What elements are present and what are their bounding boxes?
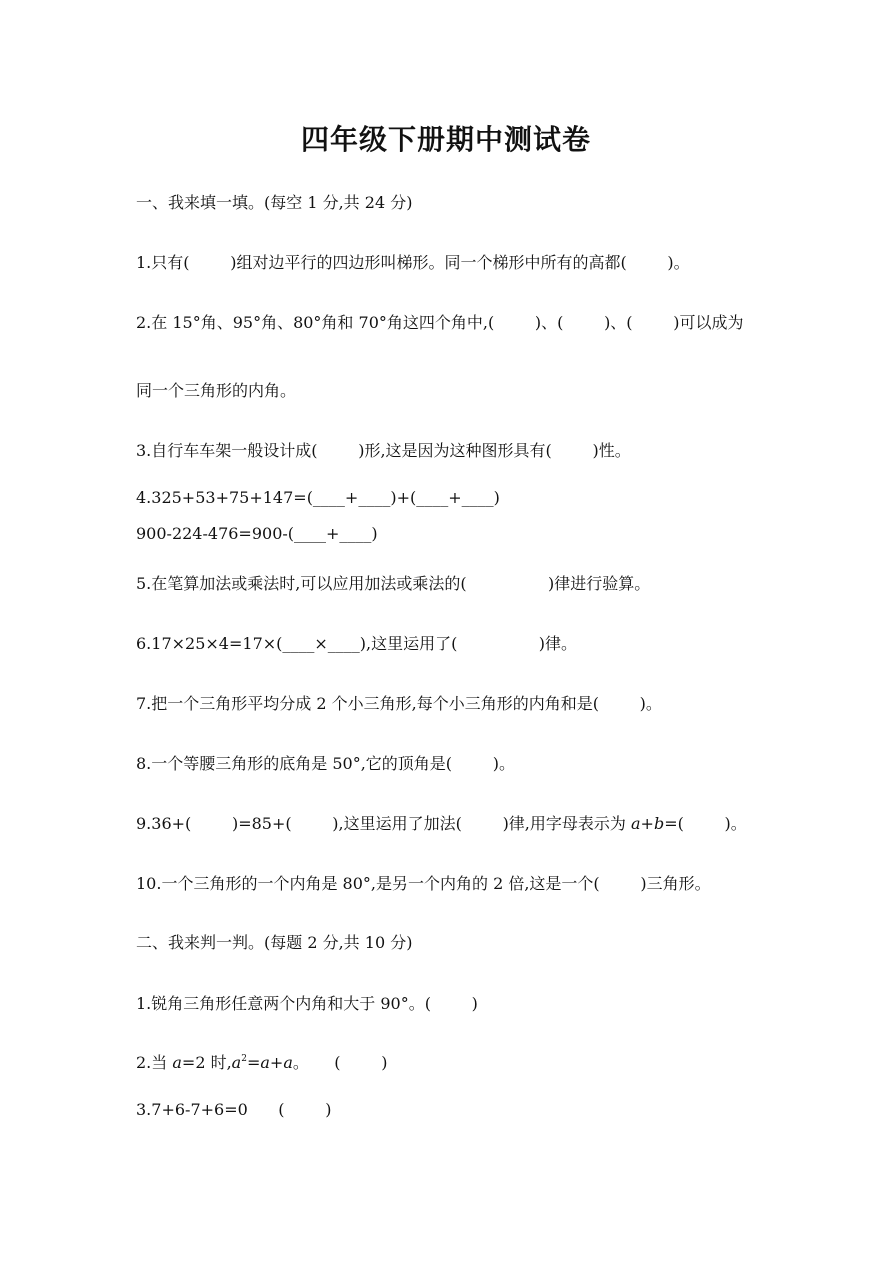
variable-a: a [172,1053,182,1072]
exponent: 2 [241,1054,247,1064]
question-1-2-line-1: 2.在 15°角、95°角、80°角和 70°角这四个角中,( )、( )、( )可以成为 [136,313,744,332]
plus-sign: + [269,1053,284,1072]
variable-a: a [283,1053,293,1072]
question-1-10: 10.一个三角形的一个内角是 80°,是另一个内角的 2 倍,这是一个( )三角形。 [136,874,711,893]
variable-a: a [231,1053,242,1072]
question-2-2-text: 2.当 [136,1053,173,1072]
plus-sign: + [640,814,654,833]
variable-a: a [260,1053,270,1072]
question-2-2-answer: 。 ( ) [292,1053,388,1072]
page-title: 四年级下册期中测试卷 [300,123,591,156]
question-1-2-line-2: 同一个三角形的内角。 [136,381,297,400]
question-1-7: 7.把一个三角形平均分成 2 个小三角形,每个小三角形的内角和是( )。 [136,694,662,713]
question-1-6: 6.17×25×4=17×(____×____),这里运用了( )律。 [136,634,577,653]
section-2-heading: 二、我来判一判。(每题 2 分,共 10 分) [136,933,413,952]
question-1-9-text: 9.36+( )=85+( ),这里运用了加法( )律,用字母表示为 [136,814,631,833]
question-1-4-line-2: 900-224-476=900-(____+____) [136,524,378,543]
variable-b: b [653,814,665,833]
question-2-2-text: =2 时, [181,1053,232,1072]
question-1-5: 5.在笔算加法或乘法时,可以应用加法或乘法的( )律进行验算。 [136,574,651,593]
question-2-2 [136,1053,387,1073]
question-1-9-answer: =( )。 [664,814,747,833]
equals-sign: = [246,1053,261,1072]
question-1-9 [136,814,747,834]
question-1-4-line-1: 4.325+53+75+147=(____+____)+(____+____) [136,488,500,507]
question-2-1: 1.锐角三角形任意两个内角和大于 90°。( ) [136,994,478,1013]
question-1-8: 8.一个等腰三角形的底角是 50°,它的顶角是( )。 [136,754,515,773]
variable-a: a [630,814,641,833]
question-1-3: 3.自行车车架一般设计成( )形,这是因为这种图形具有( )性。 [136,441,631,460]
question-1-1: 1.只有( )组对边平行的四边形叫梯形。同一个梯形中所有的高都( )。 [136,253,690,272]
section-1-heading: 一、我来填一填。(每空 1 分,共 24 分) [136,193,413,212]
question-2-3: 3.7+6-7+6=0 ( ) [136,1100,332,1119]
